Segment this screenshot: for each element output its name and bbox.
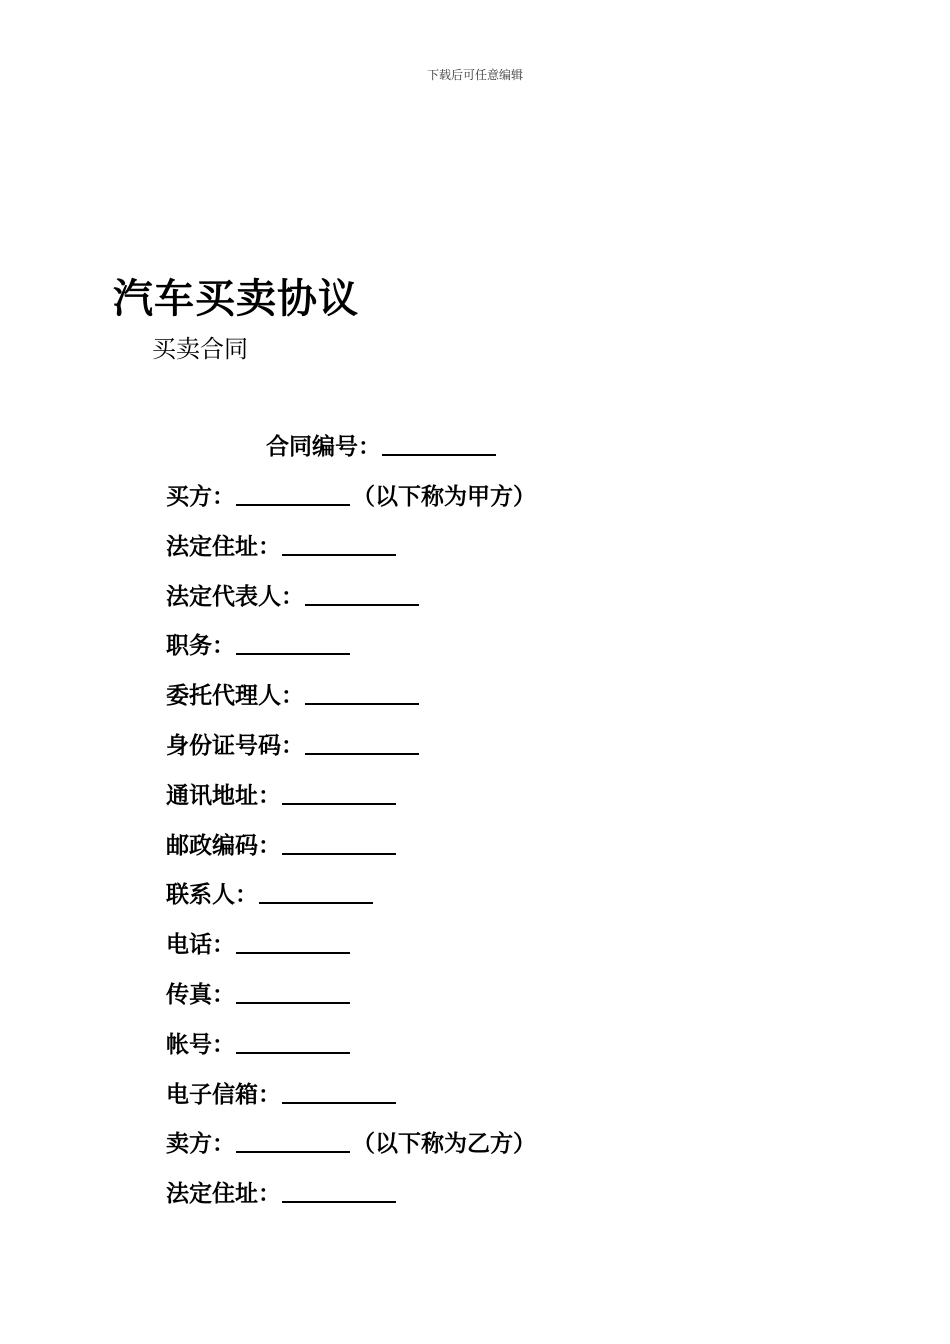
- field-agent: [166, 681, 536, 731]
- field-seller-address: [166, 1179, 536, 1229]
- field-label: 法定住址：: [166, 1180, 281, 1208]
- field-label: 委托代理人：: [166, 682, 304, 710]
- field-position: [166, 631, 536, 681]
- field-phone: [166, 930, 536, 980]
- field-label: 邮政编码：: [166, 831, 281, 859]
- field-seller: [166, 1129, 536, 1179]
- field-blank[interactable]: [282, 1179, 396, 1203]
- field-mailing-address: [166, 781, 536, 831]
- field-blank[interactable]: [236, 980, 350, 1004]
- contract-number-row: [266, 432, 496, 462]
- field-label: 买方：: [166, 483, 235, 510]
- header-note: 下载后可任意编辑: [426, 68, 523, 82]
- party-fields-list: [166, 482, 536, 1229]
- field-contact-person: [166, 880, 536, 930]
- field-id-number: [166, 731, 536, 781]
- field-label: 法定住址：: [166, 532, 281, 560]
- contract-number-label: 合同编号：: [266, 433, 381, 460]
- field-blank[interactable]: [305, 681, 419, 705]
- field-blank[interactable]: [236, 482, 350, 506]
- field-blank[interactable]: [282, 1080, 396, 1104]
- field-blank[interactable]: [236, 1030, 350, 1054]
- field-fax: [166, 980, 536, 1030]
- field-legal-representative: [166, 582, 536, 632]
- field-postal-code: [166, 831, 536, 881]
- field-email: [166, 1080, 536, 1130]
- field-label: 法定代表人：: [166, 582, 304, 610]
- field-blank[interactable]: [236, 930, 350, 954]
- field-label: 通讯地址：: [166, 781, 281, 809]
- field-label: 电子信箱：: [166, 1080, 281, 1108]
- field-account: [166, 1030, 536, 1080]
- document-title: 汽车买卖协议: [113, 275, 359, 322]
- field-label: 职务：: [166, 632, 235, 660]
- field-blank[interactable]: [236, 1129, 350, 1153]
- field-blank[interactable]: [305, 731, 419, 755]
- field-label: 身份证号码：: [166, 731, 304, 759]
- field-label: 联系人：: [166, 881, 258, 909]
- field-label: 传真：: [166, 980, 235, 1008]
- field-buyer-address: [166, 532, 536, 582]
- field-blank[interactable]: [282, 781, 396, 805]
- document-subtitle: 买卖合同: [152, 335, 248, 363]
- field-label: 卖方：: [166, 1130, 235, 1158]
- field-buyer: [166, 482, 536, 532]
- field-blank[interactable]: [236, 631, 350, 655]
- field-blank[interactable]: [305, 582, 419, 606]
- contract-number-blank[interactable]: [382, 432, 496, 456]
- field-suffix: （以下称为甲方）: [352, 483, 536, 510]
- field-blank[interactable]: [282, 831, 396, 855]
- field-label: 电话：: [166, 931, 235, 959]
- field-label: 帐号：: [166, 1030, 235, 1058]
- field-suffix: （以下称为乙方）: [352, 1130, 536, 1158]
- field-blank[interactable]: [259, 880, 373, 904]
- field-blank[interactable]: [282, 532, 396, 556]
